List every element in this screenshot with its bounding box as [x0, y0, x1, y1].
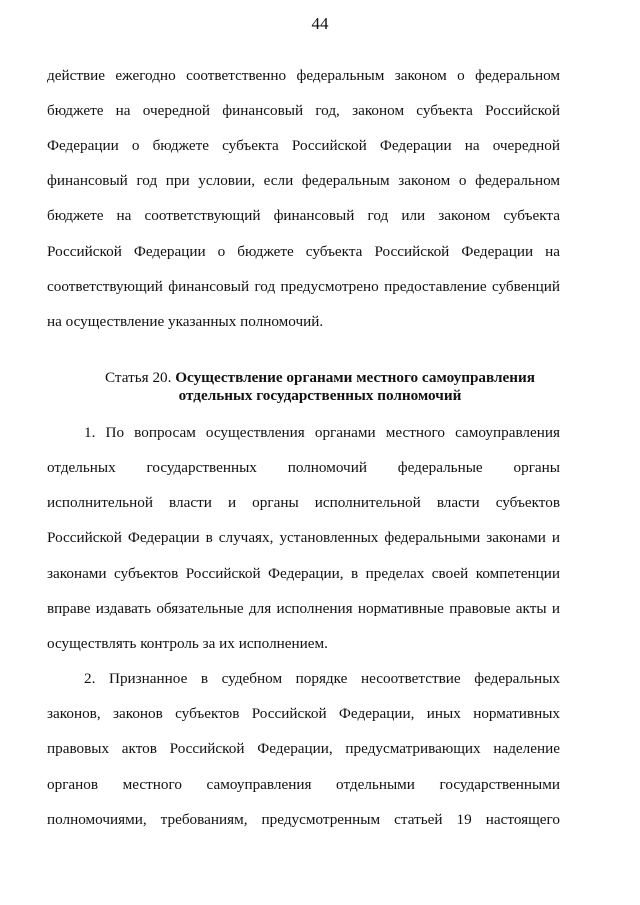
- article-heading-line-2: [0, 386, 640, 406]
- text-line: исполнительной власти и органы исполнительной власти субъектов: [47, 494, 560, 511]
- article-title: Осуществление органами местного самоуправления: [175, 369, 535, 386]
- text-line: правовых актов Российской Федерации, предусматривающих наделение: [47, 740, 560, 757]
- text-line: вправе издавать обязательные для исполнения нормативные правовые акты и: [47, 600, 560, 617]
- text-line: действие ежегодно соответственно федеральным законом о федеральном: [47, 67, 560, 84]
- article-title-continued: отдельных государственных полномочий: [178, 387, 462, 404]
- text-line: осуществлять контроль за их исполнением.: [47, 635, 328, 652]
- page-number: 44: [311, 14, 329, 33]
- text-line: на осуществление указанных полномочий.: [47, 313, 324, 330]
- text-line: Российской Федерации в случаях, установленных федеральными законами и: [47, 529, 560, 546]
- article-prefix: Статья 20.: [105, 369, 172, 386]
- text-line: 1. По вопросам осуществления органами местного самоуправления: [84, 424, 560, 441]
- text-line: Федерации о бюджете субъекта Российской Федерации на очередной: [47, 137, 560, 154]
- text-line: соответствующий финансовый год предусмотрено предоставление субвенций: [47, 278, 560, 295]
- text-line: финансовый год при условии, если федеральным законом о федеральном: [47, 172, 560, 189]
- text-line: 2. Признанное в судебном порядке несоответствие федеральных: [84, 670, 560, 687]
- text-line: бюджете на очередной финансовый год, законом субъекта Российской: [47, 102, 560, 119]
- text-line: полномочиями, требованиям, предусмотренным статьей 19 настоящего: [47, 811, 560, 828]
- text-line: органов местного самоуправления отдельными государственными: [47, 776, 560, 793]
- text-line: отдельных государственных полномочий федеральные органы: [47, 459, 560, 476]
- text-line: бюджете на соответствующий финансовый год или законом субъекта: [47, 207, 560, 224]
- text-line: законами субъектов Российской Федерации, в пределах своей компетенции: [47, 565, 560, 582]
- text-line: Российской Федерации о бюджете субъекта Российской Федерации на: [47, 243, 560, 260]
- text-line: законов, законов субъектов Российской Федерации, иных нормативных: [47, 705, 560, 722]
- article-heading-line-1: [0, 368, 640, 388]
